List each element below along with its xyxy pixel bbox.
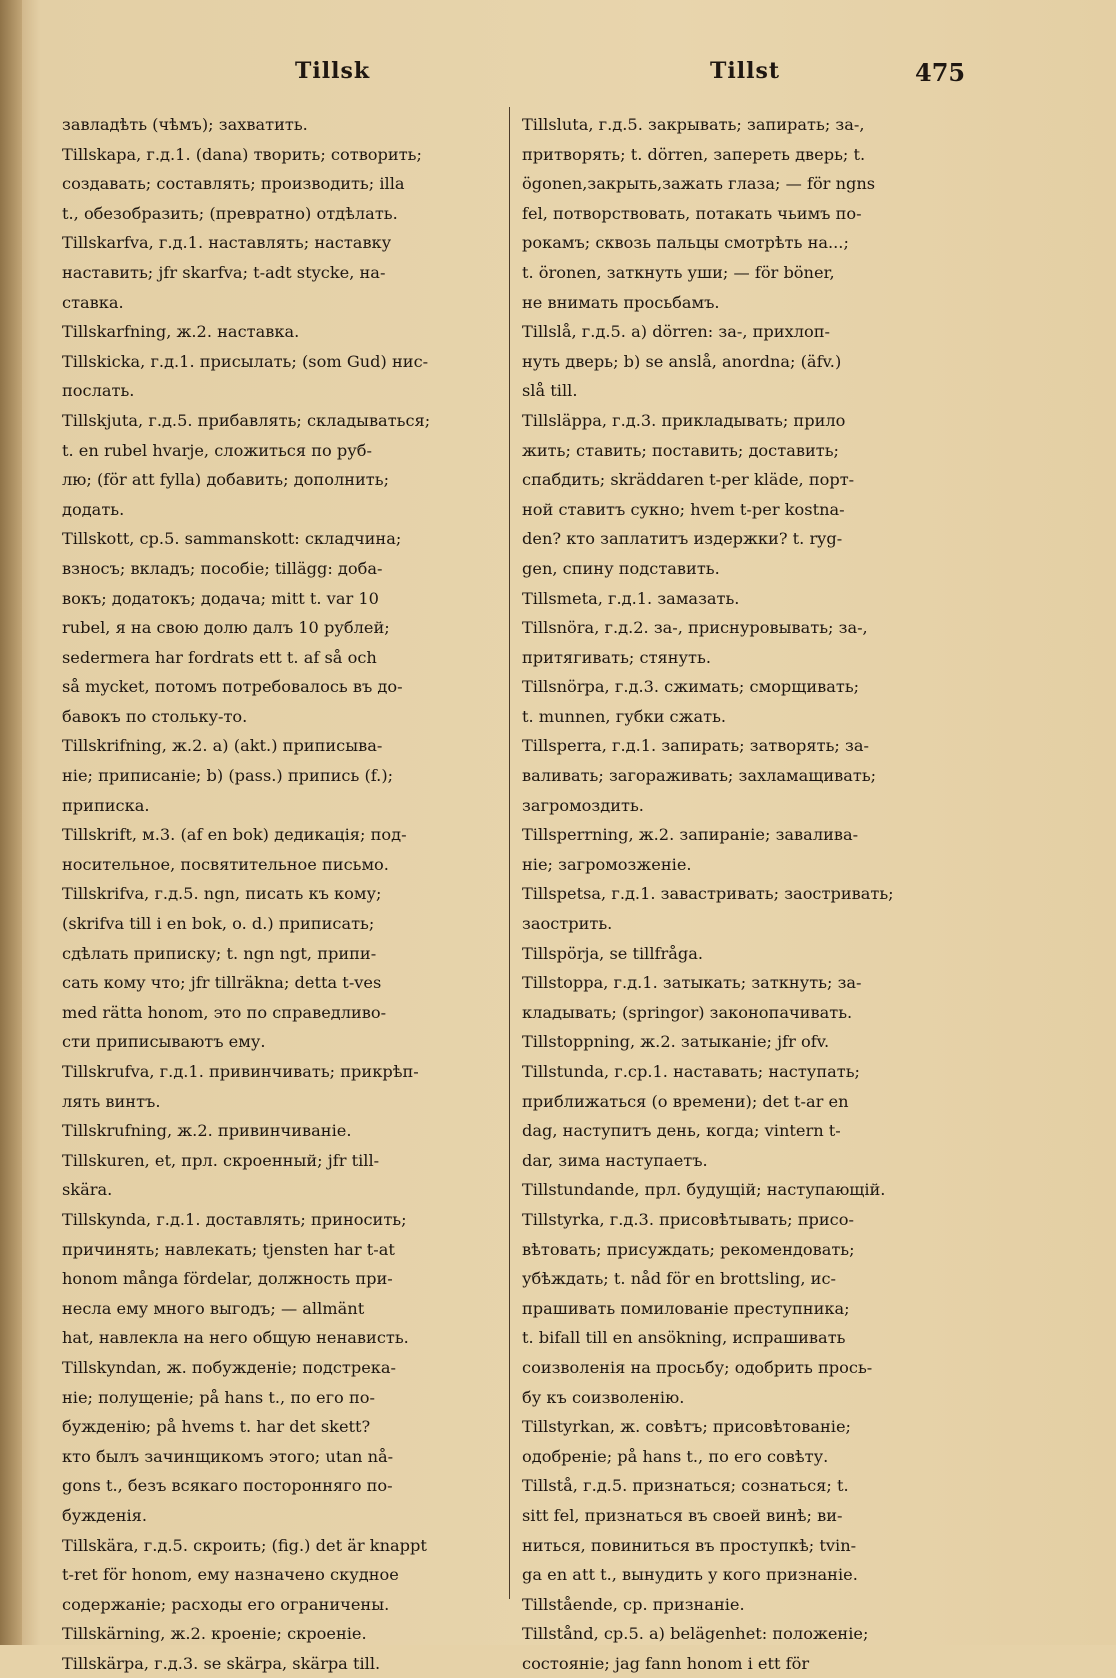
text-line: Tillskrift, м.3. (af en bok) дедикація; под- (62, 825, 407, 845)
text-line: создавать; составлять; производить; illa (62, 174, 405, 194)
text-line: Tillskapa, г.д.1. (dana) творить; сотворить; (62, 144, 422, 164)
text-line: Tillstående, ср. признаніе. (522, 1594, 745, 1614)
text-line: Tillskrufva, г.д.1. привинчивать; прикрѣп- (62, 1062, 419, 1081)
text-line: Tillsmeta, г.д.1. замазать. (522, 588, 740, 608)
text-line: så mycket, потомъ потребовалось въ до- (62, 677, 403, 697)
text-line: Tillskott, ср.5. sammanskott: складчина; (62, 529, 402, 549)
left-column (62, 110, 499, 1678)
text-line: приближаться (о времени); det t-ar en (522, 1091, 849, 1111)
text-line: рокамъ; сквозь пальцы смотрѣть на...; (522, 233, 849, 253)
text-line: Tillsläppa, г.д.3. прикладывать; прило (522, 410, 846, 430)
text-line: t. bifall till en ansökning, испрашивать (522, 1328, 846, 1348)
text-line: кладывать; (springor) законопачивать. (522, 1002, 853, 1022)
text-line: ной ставитъ сукно; hvem t-per kostna- (522, 499, 845, 519)
text-line: fel, потворствовать, потакать чьимъ по- (522, 203, 862, 223)
text-line: ніе; полущеніе; på hans t., по его по- (62, 1387, 375, 1407)
text-line: t-ret för honom, ему назначено скудное (62, 1565, 399, 1585)
text-line: Tillsnörpa, г.д.3. сжимать; сморщивать; (522, 677, 860, 697)
text-line: Tillskrifva, г.д.5. ngn, писать къ кому; (62, 884, 382, 904)
left-guide-word: Tillsk (295, 58, 371, 84)
text-line: Tillskärning, ж.2. кроеніе; скроеніе. (62, 1624, 367, 1644)
text-line: ниться, повиниться въ проступкѣ; tvin- (522, 1535, 857, 1555)
text-line: соизволенія на просьбу; одобрить прось- (522, 1357, 873, 1377)
book-spine-shadow (0, 0, 22, 1645)
text-line: Tillskarfva, г.д.1. наставлять; наставку (62, 233, 392, 253)
text-line: наставить; jfr skarfva; t-adt stycke, на- (62, 262, 386, 282)
text-line: убѣждать; t. nåd för en brottsling, ис- (522, 1269, 836, 1289)
text-line: заострить. (522, 914, 613, 934)
text-line: Tillskärpa, г.д.3. se skärpa, skärpa till. (62, 1653, 381, 1673)
text-line: gons t., безъ всякаго посторонняго по- (62, 1476, 393, 1496)
text-line: одобреніе; på hans t., по его совѣту. (522, 1446, 829, 1466)
text-line: t. en rubel hvarje, сложиться по руб- (62, 440, 372, 460)
text-line: Tillstoppa, г.д.1. затыкать; заткнуть; за- (522, 973, 862, 993)
text-line: Tillstånd, ср.5. а) belägenhet: положеніе; (522, 1624, 869, 1644)
text-line: Tillspetsa, г.д.1. заваcтривать; заостривать; (522, 884, 894, 904)
text-line: вѣтовать; присуждать; рекомендовать; (522, 1239, 855, 1259)
text-line: нуть дверь; b) se anslå, anordna; (äfv.) (522, 351, 842, 371)
text-line: Tillstyrka, г.д.3. присовѣтывать; присо- (522, 1209, 854, 1229)
text-line: причинять; навлекать; tjensten har t-at (62, 1239, 395, 1259)
right-guide-word: Tillst (710, 58, 780, 84)
text-line: содержаніе; расходы его ограничены. (62, 1594, 390, 1614)
text-line: взносъ; вкладъ; пособіе; tillägg: доба- (62, 558, 383, 578)
text-line: носительное, посвятительное письмо. (62, 854, 389, 874)
text-line: додать. (62, 499, 125, 519)
text-line: сать кому что; jfr tillräkna; detta t-ves (62, 973, 382, 993)
text-line: приписка. (62, 795, 150, 815)
page-number: 475 (915, 58, 966, 87)
text-line: med rätta honom, это по справедливо- (62, 1002, 387, 1022)
text-line: sedermera har fordrats ett t. af så och (62, 647, 377, 667)
text-line: ga en att t., вынудить у кого признаніе. (522, 1565, 858, 1585)
text-line: спабдить; skräddaren t-per kläde, порт- (522, 470, 855, 490)
text-line: ögonen,закрыть,зажать глаза; — för ngns (522, 174, 876, 194)
text-line: t., обезобразить; (превратно) отдѣлать. (62, 203, 398, 223)
text-line: Tillsperra, г.д.1. запирать; затворять; за- (522, 736, 869, 756)
text-line: бужденія. (62, 1505, 148, 1525)
text-line: Tillskuren, et, прл. скроенный; jfr till- (62, 1150, 380, 1170)
page-header (60, 58, 966, 94)
text-line: послать. (62, 381, 135, 401)
text-line: загромоздить. (522, 795, 644, 815)
text-line: slå till. (522, 381, 578, 401)
text-line: Tillskrifning, ж.2. а) (akt.) приписыва- (62, 736, 383, 756)
text-line: сдѣлать приписку; t. ngn ngt, припи- (62, 943, 377, 963)
text-line: dar, зима наступаетъ. (522, 1150, 708, 1170)
text-line: t. munnen, губки сжать. (522, 706, 727, 726)
text-line: Tillskynda, г.д.1. доставлять; приносить; (62, 1209, 407, 1229)
text-line: honom många fördelar, должность при- (62, 1269, 393, 1289)
text-line: ніе; загромозженіе. (522, 854, 692, 874)
text-line: ставка. (62, 292, 124, 312)
text-line: dag, наступитъ день, когда; vintern t- (522, 1121, 841, 1141)
text-line: Tillsnöra, г.д.2. за-, приснуровывать; за-, (522, 618, 868, 638)
text-line: Tillstyrkan, ж. совѣтъ; присовѣтованіе; (522, 1417, 852, 1437)
text-line: sitt fel, признаться въ своей винѣ; ви- (522, 1505, 843, 1525)
text-line: Tillstoppning, ж.2. затыканіе; jfr ofv. (522, 1032, 830, 1052)
text-line: Tillstunda, г.ср.1. наставать; наступать; (522, 1062, 860, 1081)
text-line: завладѣть (чѣмъ); захватить. (62, 115, 308, 134)
text-line: прашивать помилованіе преступника; (522, 1298, 850, 1318)
right-column (522, 110, 972, 1678)
text-line: несла ему много выгодъ; — allmänt (62, 1298, 365, 1318)
text-line: кто былъ зачинщикомъ этого; utan nå- (62, 1446, 394, 1466)
text-line: бавокъ по стольку-то. (62, 706, 248, 726)
text-line: skära. (62, 1180, 113, 1200)
text-line: притягивать; стянуть. (522, 647, 711, 667)
text-line: hat, навлекла на него общую ненависть. (62, 1328, 409, 1348)
text-line: валивать; загораживать; захламащивать; (522, 766, 877, 786)
text-line: Tillskjuta, г.д.5. прибавлять; складываться; (62, 410, 431, 430)
text-line: Tillskära, г.д.5. скроить; (fig.) det är knappt (62, 1535, 427, 1555)
text-line: Tillskicka, г.д.1. присылать; (som Gud) нис- (62, 351, 429, 371)
text-line: den? кто заплатитъ издержки? t. ryg- (522, 529, 843, 549)
text-line: бужденію; på hvems t. har det skett? (62, 1417, 371, 1437)
text-line: ніе; приписаніе; b) (pass.) припись (f.); (62, 766, 394, 786)
text-line: Tillslå, г.д.5. а) dörren: за-, прихлоп- (522, 322, 830, 342)
text-line: gen, спину подставить. (522, 558, 720, 578)
text-line: лять винтъ. (62, 1091, 161, 1111)
text-line: состояніе; jag fann honom i ett för (522, 1653, 810, 1673)
text-line: Tillsperrning, ж.2. запираніе; заваливa- (522, 825, 859, 845)
text-line: Tillskyndan, ж. побужденіе; подстрека- (62, 1357, 397, 1377)
text-line: лю; (för att fylla) добавить; дополнить; (62, 470, 390, 490)
column-divider (509, 107, 510, 1599)
text-line: жить; ставить; поставить; доставить; (522, 440, 839, 460)
text-line: не внимать просьбамъ. (522, 292, 720, 312)
text-line: Tillsluta, г.д.5. закрывать; запирать; за-, (522, 115, 865, 134)
text-line: вокъ; додатокъ; додача; mitt t. var 10 (62, 588, 379, 608)
text-line: сти приписываютъ ему. (62, 1032, 266, 1052)
text-line: Tillstå, г.д.5. признаться; сознаться; t. (522, 1476, 849, 1496)
text-line: бу къ соизволенію. (522, 1387, 685, 1407)
text-line: Tillskarfning, ж.2. наставка. (62, 322, 300, 342)
text-line: Tillskrufning, ж.2. привинчиваніе. (62, 1121, 352, 1141)
text-line: притворять; t. dörren, запереть дверь; t. (522, 144, 866, 164)
text-line: Tillspörja, se tillfråga. (522, 943, 704, 963)
text-line: t. öronen, заткнуть уши; — för böner, (522, 262, 835, 282)
text-line: (skrifva till i en bok, o. d.) приписать; (62, 914, 375, 934)
text-line: rubel, я на свою долю далъ 10 рублей; (62, 618, 390, 638)
text-line: Tillstundande, прл. будущій; наступающій. (522, 1180, 886, 1200)
